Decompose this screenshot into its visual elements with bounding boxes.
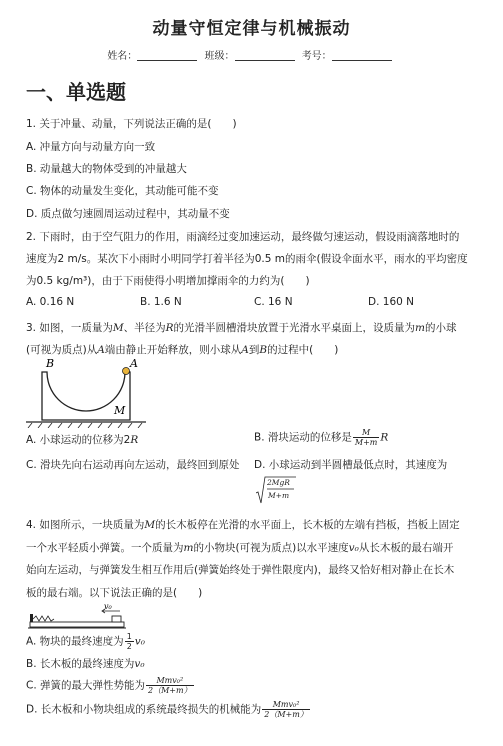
q1-option-b[interactable]: B. 动量越大的物体受到的冲量越大 <box>26 163 187 175</box>
q3-option-d[interactable]: D. 小球运动到半圆槽最低点时，其速度为 <box>254 459 448 471</box>
number-blank[interactable] <box>332 50 392 61</box>
diagram-label-m: M <box>114 404 126 417</box>
q3-option-c[interactable]: C. 滑块先向右运动再向左运动，最终回到原处 <box>26 459 240 471</box>
q4-option-d[interactable]: D. 长木板和小物块组成的系统最终损失的机械能为 $\frac{\text{Mmv₀²}}{2(M+m)}$ <box>26 700 308 719</box>
class-label: 班级： <box>204 51 235 62</box>
section-heading: 一、单选题 <box>26 80 126 104</box>
diagram-label-a: A <box>130 357 138 370</box>
diagram-label-b: B <box>46 357 55 370</box>
ball-icon <box>123 368 130 375</box>
q2-stem-line1: 2. 下雨时，由于空气阻力的作用，雨滴经过变加速运动，最终做匀速运动，假设雨滴落地时的 <box>26 231 460 243</box>
q4-stem-line1: 4. 如图所示，一块质量为M的长木板停在光滑的水平面上，长木板的左端有挡板，挡板上固定 <box>26 519 460 531</box>
q3-half-pipe-diagram <box>26 356 148 428</box>
q2-option-b[interactable]: B. 1.6 N <box>140 296 182 308</box>
q2-option-a[interactable]: A. 0.16 N <box>26 296 75 308</box>
page-title: 动量守恒定律与机械振动 <box>152 19 351 39</box>
q1-option-c[interactable]: C. 物体的动量发生变化，其动能可能不变 <box>26 185 219 197</box>
q1-option-d[interactable]: D. 质点做匀速圆周运动过程中，其动量不变 <box>26 208 230 220</box>
student-info <box>0 47 503 62</box>
q2-stem-line2: 速度为2 m/s。某次下小雨时小明同学打着半径为0.5 m的雨伞(假设伞面水平，雨水的平均密度 <box>26 253 468 265</box>
diagram-label-v0: v₀ <box>104 604 112 611</box>
q3-stem-line1: 3. 如图，一质量为M、半径为R的光滑半圆槽滑块放置于光滑水平桌面上，设质量为m的小球 <box>26 322 457 334</box>
name-label: 姓名： <box>107 51 138 62</box>
q4-option-c[interactable]: C. 弹簧的最大弹性势能为 $\frac{\text{Mmv₀²}}{2(M+m)}$ <box>26 676 192 695</box>
q4-board-spring-diagram <box>28 604 128 630</box>
q4-stem-line3: 始向左运动，与弹簧发生相互作用后(弹簧始终处于弹性限度内)，最终又恰好相对静止在长木 <box>26 564 455 576</box>
q4-stem-line2: 一个水平轻质小弹簧。一个质量为m的小物块(可视为质点)以水平速度v₀从长木板的最右端开 <box>26 542 454 554</box>
name-blank[interactable] <box>137 50 197 61</box>
q2-option-d[interactable]: D. 160 N <box>368 296 414 308</box>
q3-option-d-radical: 2MgR M+m <box>256 476 296 504</box>
q2-option-c[interactable]: C. 16 N <box>254 296 293 308</box>
class-blank[interactable] <box>235 50 295 61</box>
q4-stem-line4: 板的最右端。以下说法正确的是( ) <box>26 587 203 599</box>
q3-option-b[interactable]: B. 滑块运动的位移是 $\frac{M}{M+m}$ R <box>254 428 389 447</box>
q3-stem-line2: (可视为质点)从A端由静止开始释放，则小球从A到B的过程中( ) <box>26 344 339 356</box>
q4-option-a[interactable]: A. 物块的最终速度为 $\frac{1}{2}$ v₀ <box>26 632 145 651</box>
q4-option-b[interactable]: B. 长木板的最终速度为v₀ <box>26 658 145 670</box>
q1-option-a[interactable]: A. 冲量方向与动量方向一致 <box>26 141 156 153</box>
number-label: 考号： <box>301 51 332 62</box>
q2-stem-line3: 为0.5 kg/m³)，由于下雨使得小明增加撑雨伞的力约为( ) <box>26 275 310 287</box>
q1-stem: 1. 关于冲量、动量，下列说法正确的是( ) <box>26 118 237 130</box>
q3-option-a[interactable]: A. 小球运动的位移为2R <box>26 434 139 446</box>
